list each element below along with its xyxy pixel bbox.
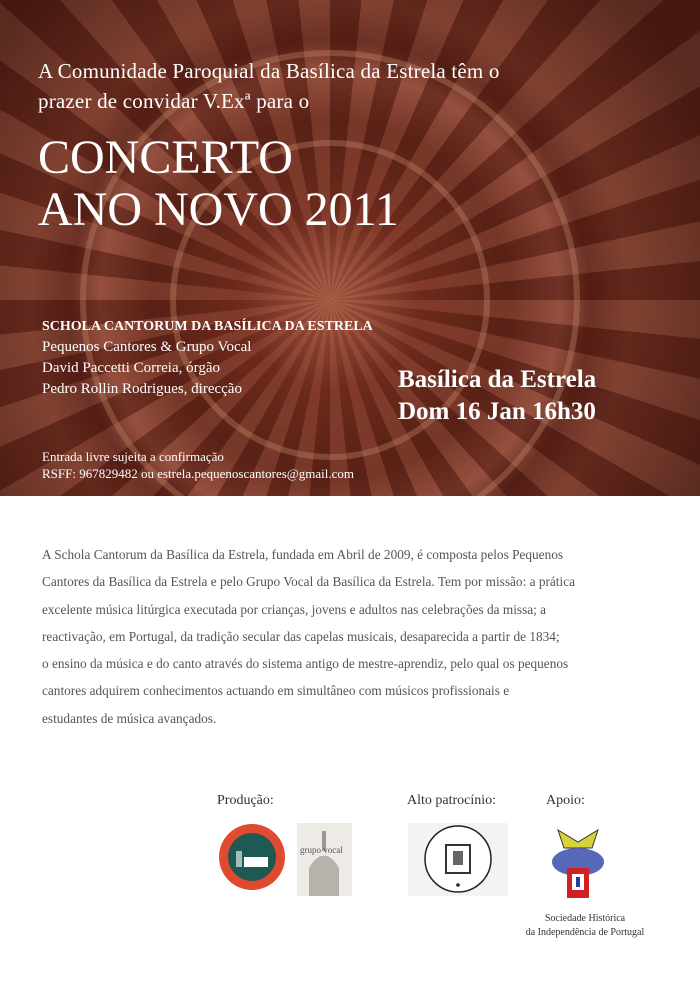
support-label: Apoio: (546, 793, 585, 808)
entry-note: Entrada livre sujeita a confirmação (42, 449, 224, 464)
description-line: excelente música litúrgica executada por crianças, jovens e adultos nas celebrações da missa; a (42, 601, 547, 617)
title-line: ANO NOVO 2011 (38, 183, 399, 236)
venue-name: Basílica da Estrela (398, 366, 597, 393)
patronage-label: Alto patrocínio: (407, 793, 497, 808)
credit-line: Pequenos Cantores & Grupo Vocal (42, 339, 252, 355)
description-paragraph (42, 541, 660, 732)
fundacao-dom-manuel-logo (408, 823, 508, 896)
pequenos-cantores-logo (218, 823, 286, 891)
event-title (38, 132, 399, 236)
grupo-vocal-logo (297, 823, 352, 896)
caption-line: Sociedade Histórica (544, 913, 626, 924)
description-line: Cantores da Basílica da Estrela e pelo Grupo Vocal da Basílica da Estrela. Tem por missão: a prática (42, 574, 575, 590)
invitation-text (38, 56, 500, 116)
intro-line: A Comunidade Paroquial da Basílica da Estrela têm o (38, 59, 500, 83)
production-label: Produção: (217, 793, 274, 808)
credit-line: Pedro Rollin Rodrigues, direcção (42, 381, 242, 397)
caption-line: da Independência de Portugal (525, 927, 645, 938)
description-line: A Schola Cantorum da Basílica da Estrela, fundada em Abril de 2009, é composta pelos Pequenos (42, 547, 564, 562)
sociedade-historica-crest (548, 822, 608, 900)
performer-credits (42, 316, 373, 400)
svg-text:grupo vocal: grupo vocal (300, 845, 343, 855)
event-date: Dom 16 Jan 16h30 (398, 398, 596, 425)
description-line: cantores adquirem conhecimentos actuando em simultâneo com músicos profissionais e (42, 683, 510, 699)
support-caption (505, 912, 665, 940)
title-line: CONCERTO (38, 131, 293, 184)
contact-info (42, 448, 354, 482)
contact-line: RSFF: 967829482 ou estrela.pequenoscantores@gmail.com (42, 466, 355, 481)
credit-line: David Paccetti Correia, órgão (42, 360, 220, 376)
intro-line: prazer de convidar V.Exª para o (38, 89, 310, 113)
description-line: o ensino da música e do canto através do sistema antigo de mestre-aprendiz, pelo qual os pequenos (42, 656, 569, 672)
credits-heading: SCHOLA CANTORUM DA BASÍLICA DA ESTRELA (42, 319, 373, 334)
venue-datetime (398, 364, 596, 428)
description-line: reactivação, em Portugal, da tradição secular das capelas musicais, desaparecida a partir de 1834; (42, 628, 560, 644)
description-line: estudantes de música avançados. (42, 710, 217, 726)
